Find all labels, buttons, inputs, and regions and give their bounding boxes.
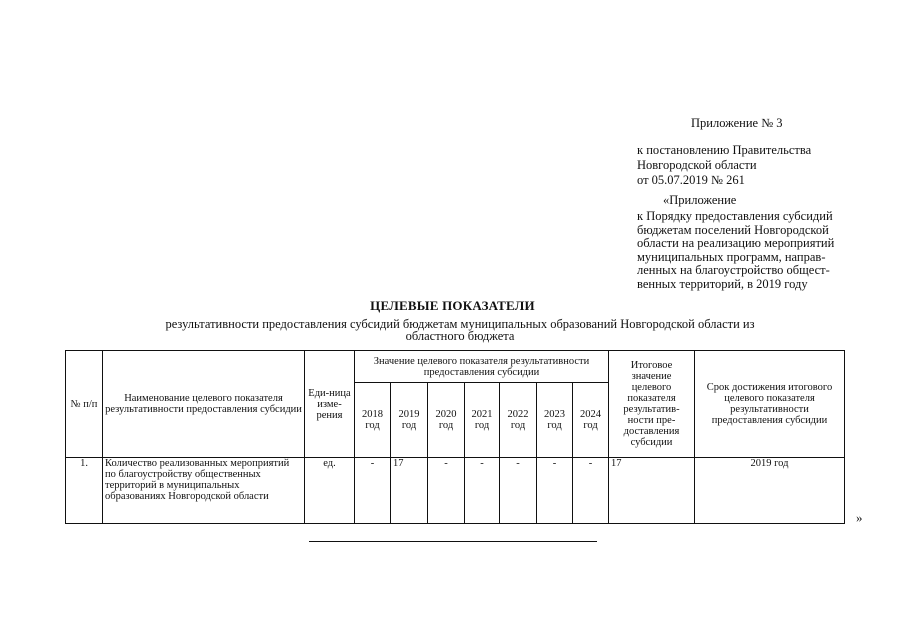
header-year: 2021 год xyxy=(465,383,500,458)
header-name: Наименование целевого показателя результативности предоставления субсидии xyxy=(103,351,305,458)
row-name: Количество реализованных мероприятий по благоустройству общественных территорий в муниципальных образованиях Новгородской области xyxy=(103,458,305,524)
header-year: 2020 год xyxy=(428,383,465,458)
indicators-table xyxy=(65,350,845,524)
subtitle-line: результативности предоставления субсидий бюджетам муниципальных образований Новгородской области из xyxy=(165,317,755,331)
header-num: № п/п xyxy=(66,351,103,458)
header-value-group: Значение целевого показателя результативности предоставления субсидии xyxy=(355,351,609,383)
appendix-title: Приложение № 3 xyxy=(691,116,783,130)
appendix-header xyxy=(637,116,877,292)
header-row xyxy=(66,351,845,383)
header-year: 2023 год xyxy=(537,383,573,458)
row-value: - xyxy=(500,458,537,524)
row-num: 1. xyxy=(66,458,103,524)
region-name: Новгородской области xyxy=(637,158,757,172)
header-year: 2018 год xyxy=(355,383,391,458)
subtitle-line: областного бюджета xyxy=(405,329,515,343)
closing-quote: » xyxy=(856,510,863,525)
inner-appendix-title: «Приложение xyxy=(663,193,737,207)
header-year: 2022 год xyxy=(500,383,537,458)
header-deadline: Срок достижения итогового целевого показателя результативности предоставления субсидии xyxy=(695,351,845,458)
order-line: муниципальных программ, направ- xyxy=(637,249,826,264)
row-value: - xyxy=(428,458,465,524)
document-subtitle xyxy=(110,318,810,342)
row-value: - xyxy=(573,458,609,524)
resolution-date-number: от 05.07.2019 № 261 xyxy=(637,173,745,187)
row-value: 17 xyxy=(391,458,428,524)
row-deadline: 2019 год xyxy=(695,458,845,524)
row-total: 17 xyxy=(609,458,695,524)
row-value: - xyxy=(537,458,573,524)
row-value: - xyxy=(465,458,500,524)
header-year: 2019 год xyxy=(391,383,428,458)
table-row xyxy=(66,458,845,524)
row-value: - xyxy=(355,458,391,524)
order-reference xyxy=(637,210,877,292)
header-total: Итоговое значение целевого показателя результатив-ности пре-доставления субсидии xyxy=(609,351,695,458)
header-year: 2024 год xyxy=(573,383,609,458)
header-unit: Еди-ница изме-рения xyxy=(305,351,355,458)
separator-line xyxy=(309,541,597,542)
row-unit: ед. xyxy=(305,458,355,524)
resolution-ref: к постановлению Правительства xyxy=(637,143,812,157)
order-line: бюджетам поселений Новгородской xyxy=(637,222,829,237)
order-line: ленных на благоустройство общест- xyxy=(637,263,830,278)
order-line: венных территорий, в 2019 году xyxy=(637,276,808,291)
order-line: к Порядку предоставления субсидий xyxy=(637,209,833,223)
document-title: ЦЕЛЕВЫЕ ПОКАЗАТЕЛИ xyxy=(370,298,535,313)
order-line: области на реализацию мероприятий xyxy=(637,236,835,251)
